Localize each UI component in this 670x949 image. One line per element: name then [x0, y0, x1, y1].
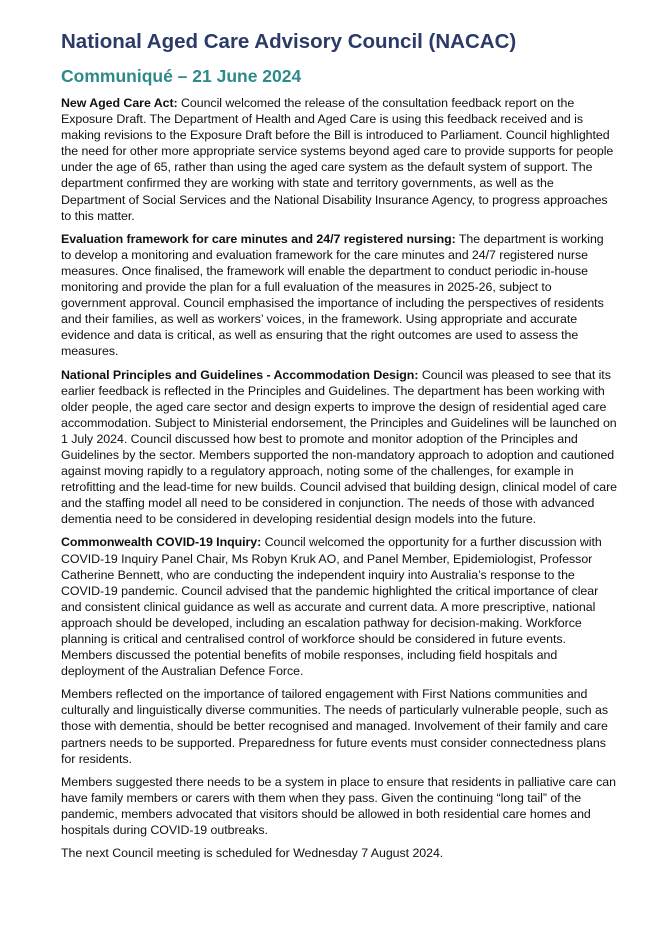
- communique-body: [61, 95, 617, 861]
- document-page: [61, 29, 617, 868]
- section-text: The department is working to develop a monitoring and evaluation framework for the care minutes and 24/7 registered nurse measures. Once finalised, the framework will enable the department to conduct periodic in-house monitoring and provide the plan for a full evaluation of the measures in 2025-26, subject to government approval. Council emphasised the importance of including the perspectives of residents and their families, as well as workers’ voices, in the framework. Using appropriate and accurate evidence and data is critical, as well as ensuring that the right outcomes are used to assess the measures.: [61, 231, 604, 359]
- section-evaluation-framework: [61, 231, 617, 360]
- section-text: Council was pleased to see that its earlier feedback is reflected in the Principles and Guidelines. The department has been working with older people, the aged care sector and design experts to improve the design of residential aged care accommodation. Subject to Ministerial endorsement, the Principles and Guidelines will be launched on 1 July 2024. Council discussed how best to promote and monitor adoption of the Principles and Guidelines by the sector. Members supported the non-mandatory approach to adoption and cautioned against moving rapidly to a regulatory approach, noting some of the challenges, for example in retrofitting and the lead-time for new builds. Council advised that building design, clinical model of care and the staffing model all need to be considered in conjunction. The needs of those with advanced dementia need to be considered in developing residential design models into the future.: [61, 367, 617, 527]
- paragraph-palliative-care-visitors: Members suggested there needs to be a system in place to ensure that residents in palliative care can have family members or carers with them when they pass. Given the continuing “long tail” of the pandemic, members advocated that visitors should be allowed in both residential care homes and hospitals during COVID-19 outbreaks.: [61, 774, 616, 838]
- paragraph-first-nations-engagement: Members reflected on the importance of tailored engagement with First Nations communities and culturally and linguistically diverse communities. The needs of particularly vulnerable people, such as those with dementia, should be better recognised and managed. Involvement of their family and care partners needs to be supported. Preparedness for future events must consider connectedness plans for residents.: [61, 687, 608, 766]
- section-accommodation-design: [61, 367, 617, 528]
- document-title: National Aged Care Advisory Council (NACAC): [61, 30, 517, 53]
- section-new-aged-care-act: [61, 95, 617, 224]
- paragraph-next-meeting: The next Council meeting is scheduled for Wednesday 7 August 2024.: [61, 846, 444, 861]
- section-heading: National Principles and Guidelines - Accommodation Design:: [61, 367, 419, 382]
- section-heading: New Aged Care Act:: [61, 96, 178, 110]
- section-heading: Evaluation framework for care minutes and 24/7 registered nursing:: [61, 231, 456, 246]
- section-text: Council welcomed the opportunity for a further discussion with COVID-19 Inquiry Panel Chair, Ms Robyn Kruk AO, and Panel Member, Epidemiologist, Professor Catherine Bennett, who are conducting the independent inquiry into Australia’s response to the COVID-19 pandemic. Council advised that the pandemic highlighted the critical importance of clear and consistent clinical guidance as well as accurate and current data. A more prescriptive, national approach should be developed, including an escalation pathway for decision-making. Workforce planning is critical and centralised control of workforce should be considered in future events. Members discussed the potential benefits of mobile responses, including field hospitals and deployment of the Australian Defence Force.: [61, 535, 602, 679]
- section-covid-inquiry: [61, 534, 617, 679]
- section-text: Council welcomed the release of the consultation feedback report on the Exposure Draft. The Department of Health and Aged Care is using this feedback received and is making revisions to the Exposure Draft before the Bill is introduced to Parliament. Council highlighted the need for other more appropriate service systems beyond aged care to provide supports for people under the age of 65, rather than using the aged care system as the default system of support. The department confirmed they are working with state and territory governments, as well as the Department of Social Services and the National Disability Insurance Agency, to progress approaches to this matter.: [61, 96, 614, 223]
- communique-date-subtitle: Communiqué – 21 June 2024: [61, 66, 302, 86]
- section-heading: Commonwealth COVID-19 Inquiry:: [61, 535, 262, 550]
